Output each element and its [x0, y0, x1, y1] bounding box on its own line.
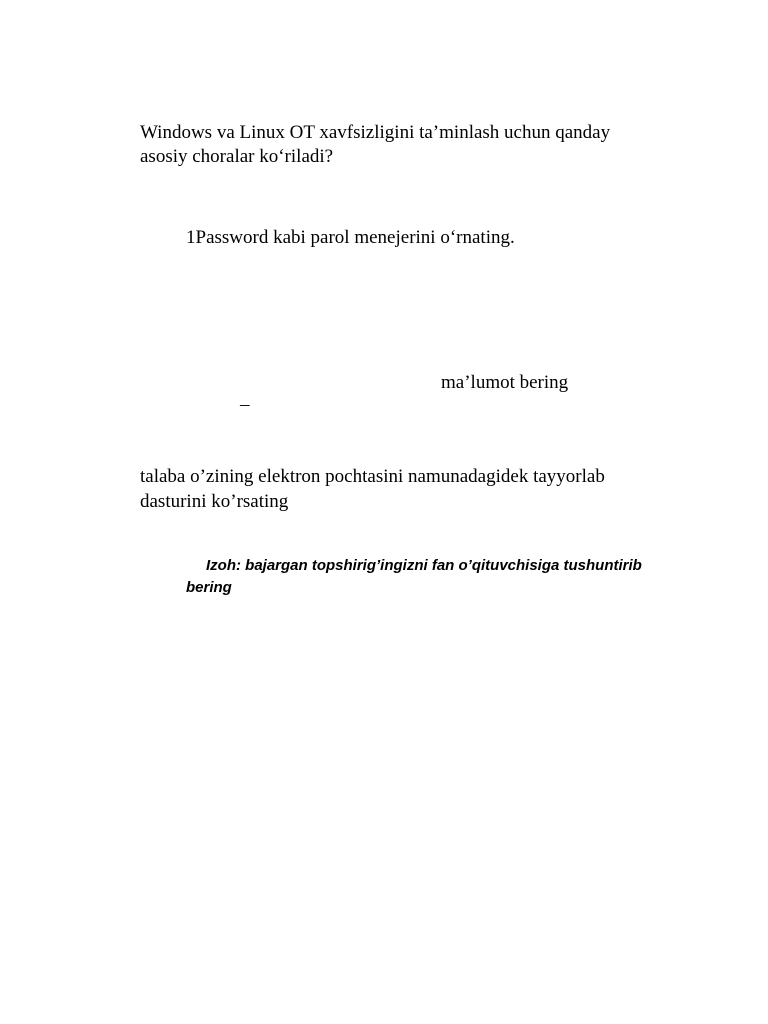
- question-line-2: asosiy choralar ko‘riladi?: [140, 146, 334, 167]
- question-line-1: Windows va Linux OT xavfsizligini ta’minlash uchun qanday: [140, 122, 611, 143]
- answer-text: 1Password kabi parol menejerini o‘rnating.: [186, 227, 515, 248]
- task-line-2: dasturini ko’rsating: [140, 491, 289, 512]
- info-prompt-text: ma’lumot bering: [441, 372, 569, 393]
- note-line-1: Izoh: bajargan topshirig’ingizni fan o’qituvchisiga tushuntirib: [206, 557, 642, 574]
- info-prompt-dash: –: [240, 394, 250, 415]
- note-line-2: bering: [186, 579, 232, 596]
- task-line-1: talaba o’zining elektron pochtasini namunadagidek tayyorlab: [140, 466, 605, 487]
